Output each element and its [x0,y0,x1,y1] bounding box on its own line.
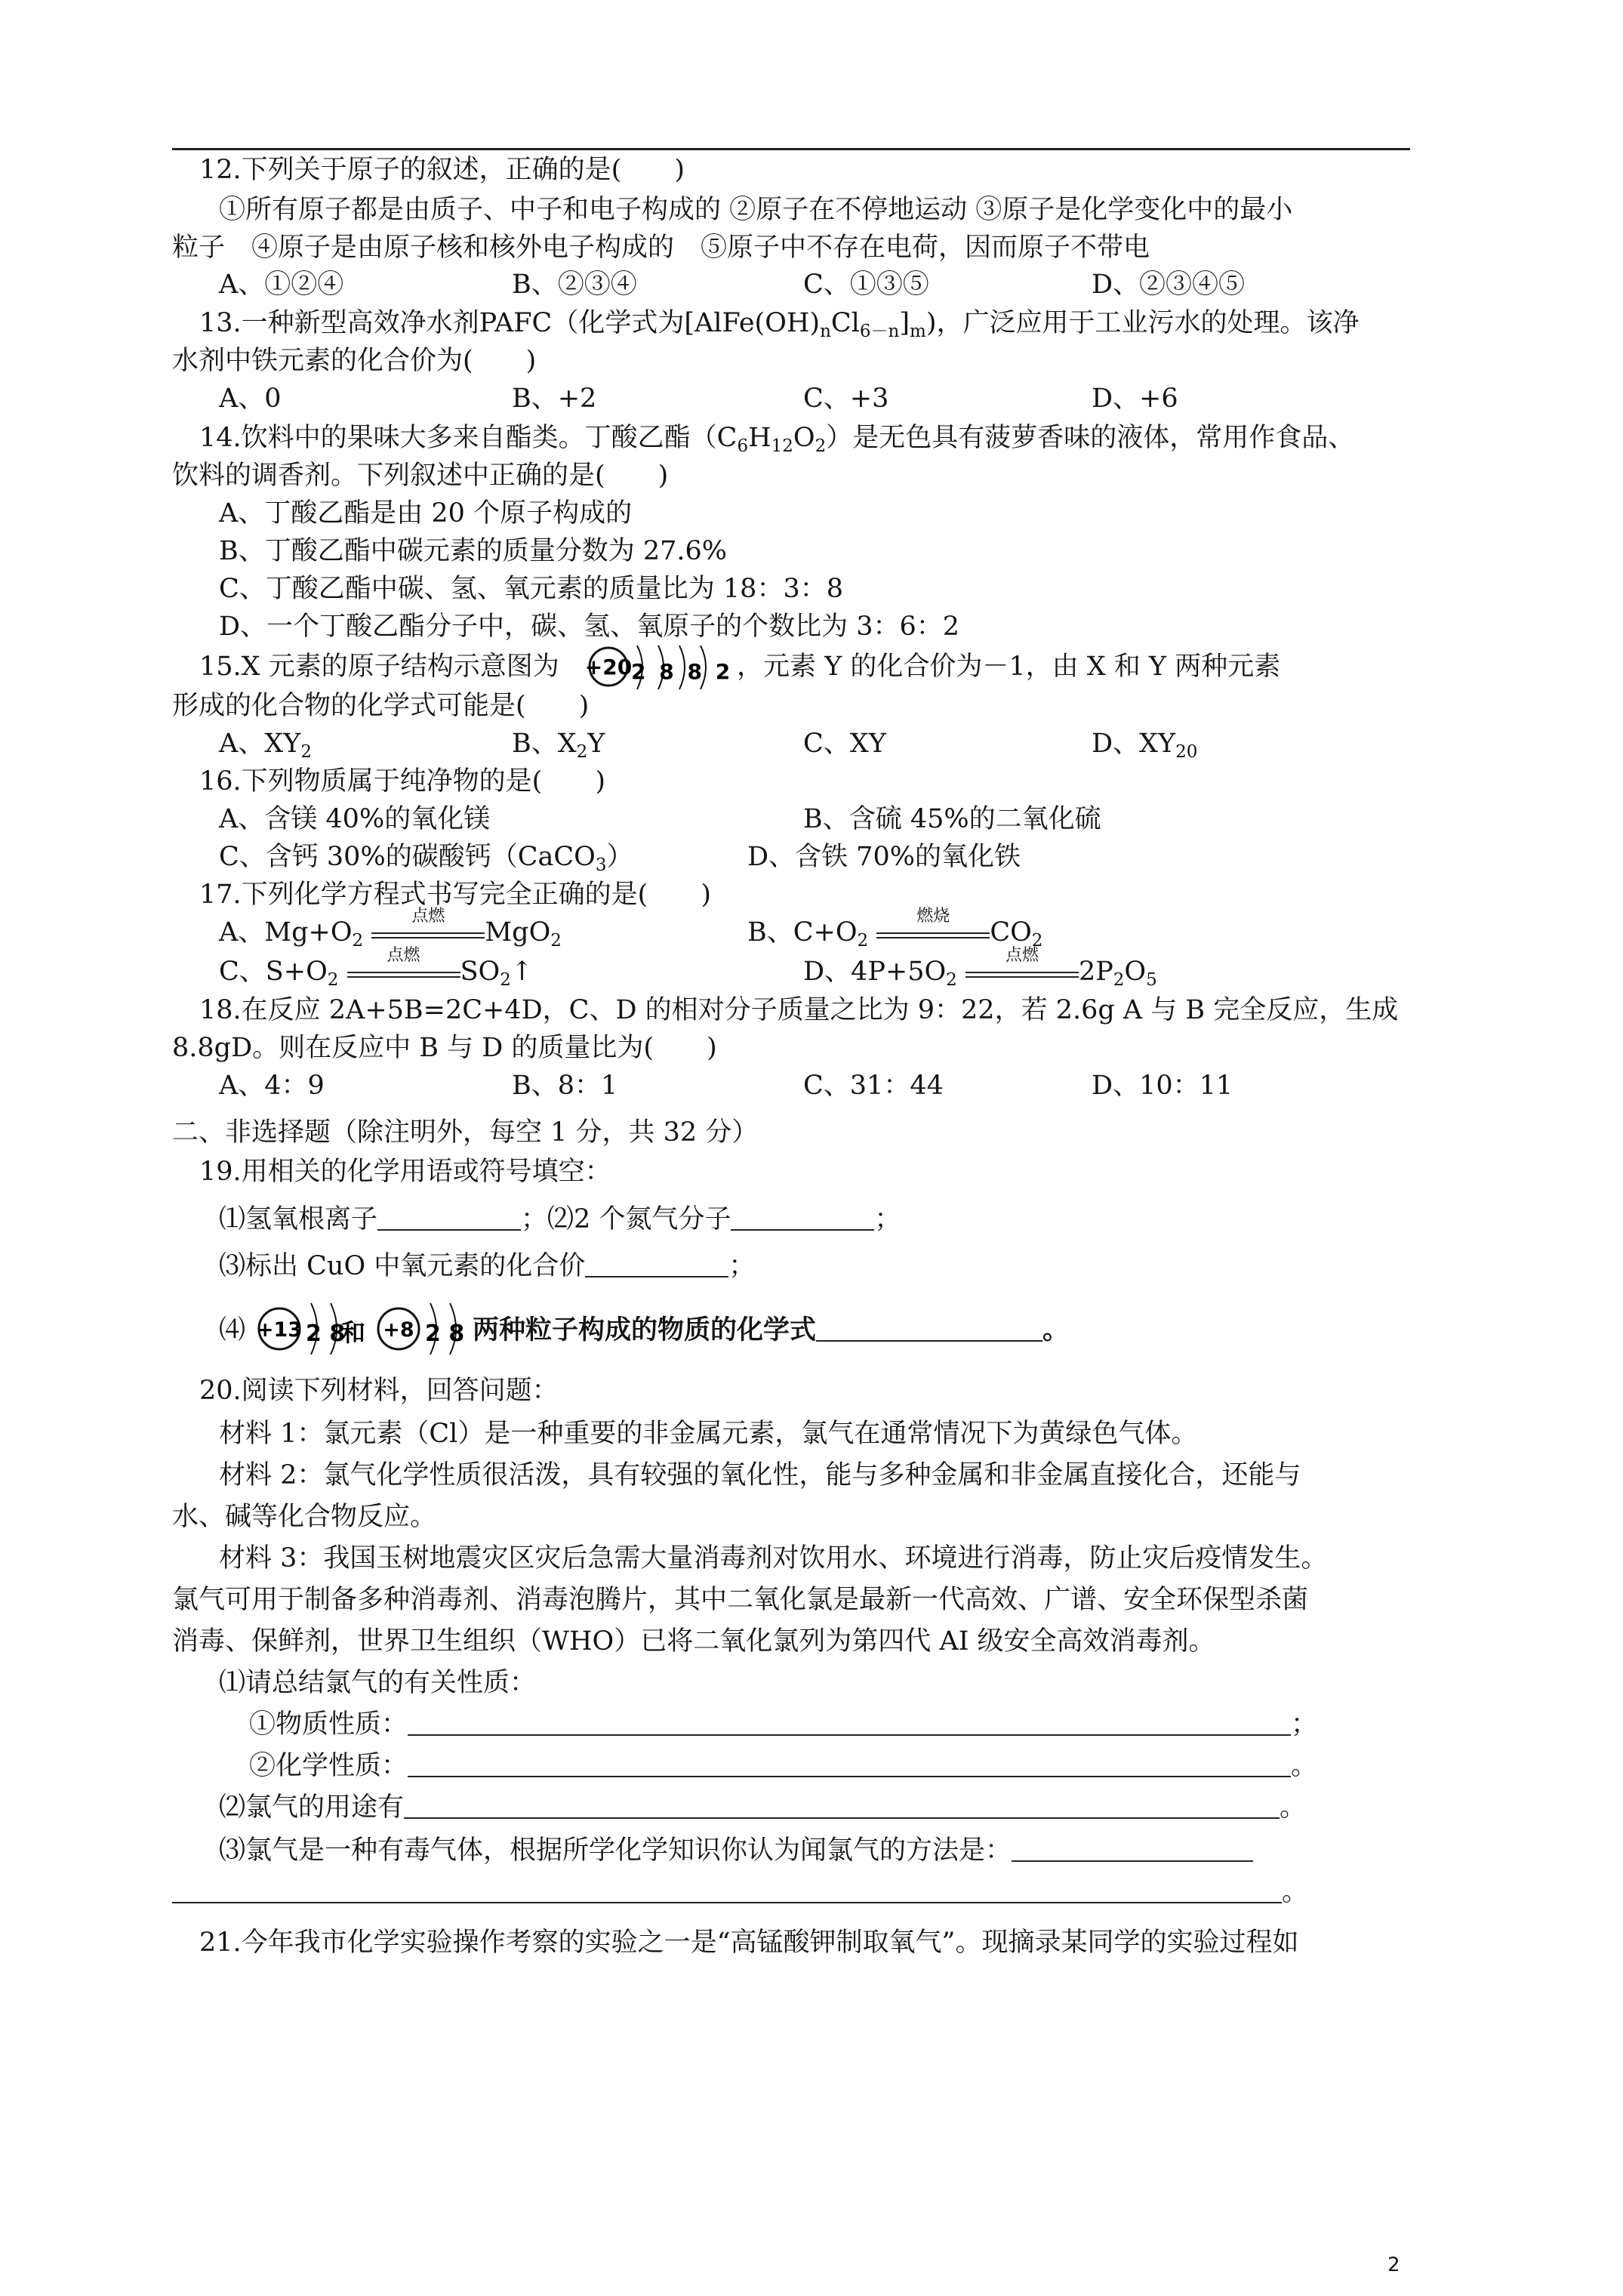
reaction-condition-c: 点燃 [347,953,460,991]
q16-option-a: A、含镁 40%的氧化镁 [219,804,491,834]
q18-option-c: C、31：44 [803,1071,944,1101]
q21-stem: 21.今年我市化学实验操作考察的实验之一是“高锰酸钾制取氧气”。现摘录某同学的实验过程如 [199,1928,1299,1958]
q18-stem-line2: 8.8gD。则在反应中 B 与 D 的质量比为( ) [172,1033,717,1063]
q15-stem: 15.X 元素的原子结构示意图为 [199,652,559,682]
q12-option-d: D、②③④⑤ [1092,270,1246,300]
reaction-condition-b: 燃烧 [876,914,990,951]
q20-material-2-line2: 水、碱等化合物反应。 [172,1502,437,1532]
q19-part4-label: ⑷ [219,1315,246,1345]
q12-option-a: A、①②④ [219,270,344,300]
q20-material-2-line1: 材料 2：氯气化学性质很活泼，具有较强的氧化性，能与多种金属和非金属直接化合，还能与 [219,1460,1301,1490]
q19-part1-2: ⑴氢氧根离子 ；⑵2 个氮气分子 ； [219,1204,901,1234]
q15-option-c: C、XY [803,729,886,759]
al-electron-counts: 2 8 [306,1321,346,1347]
q13-option-c: C、+3 [803,384,889,414]
q14-stem-line2: 饮料的调香剂。下列叙述中正确的是( ) [172,461,669,491]
q20-stem: 20.阅读下列材料，回答问题： [199,1376,559,1406]
q20-material-1: 材料 1：氯元素（Cl）是一种重要的非金属元素，氯气在通常情况下为黄绿色气体。 [219,1419,1198,1449]
q17-option-a: A、$Mg+O_2$ 点燃 MgO$_2$ [219,907,562,951]
q13-option-b: B、+2 [512,384,597,414]
q18-option-d: D、10：11 [1092,1071,1233,1101]
q13-stem: 13.一种新型高效净水剂PAFC（化学式为$[AlFe(OH)_nCl_{6-n}]_m$)，广泛应用于工业污水的处理。该净 [199,308,1360,341]
q19-blank-1[interactable] [377,1203,521,1231]
q14-option-d: D、一个丁酸乙酯分子中，碳、氢、氧原子的个数比为 3：6：2 [219,612,959,642]
q14-option-c: C、丁酸乙酯中碳、氢、氧元素的质量比为 18：3：8 [219,574,843,604]
q12-statements-line1: ①所有原子都是由质子、中子和电子构成的 ②原子在不停地运动 ③原子是化学变化中的最小 [219,195,1293,225]
q17-option-c: C、$S+O_2$ 点燃 $SO_2↑$ [219,946,534,990]
q19-blank-2[interactable] [731,1203,874,1231]
q20-material-3-line1: 材料 3：我国玉树地震灾区灾后急需大量消毒剂对饮用水、环境进行消毒，防止灾后疫情发生。 [219,1543,1328,1573]
q12-statements-line2: 粒子 ④原子是由原子核和核外电子构成的 ⑤原子中不存在电荷，因而原子不带电 [172,233,1150,263]
electron-counts: 2 8 8 2 [631,659,734,684]
q14-option-b: B、丁酸乙酯中碳元素的质量分数为 27.6% [219,536,728,566]
q12-option-c: C、①③⑤ [803,270,929,300]
q20-blank-physical[interactable] [408,1709,1291,1736]
q15-option-b: B、$X_2Y$ [512,729,605,762]
q19-blank-3[interactable] [585,1250,728,1277]
q20-sub1b: ②化学性质： 。 [249,1751,1318,1781]
q19-part4: 两种粒子构成的物质的化学式 。 [473,1314,1070,1345]
and-text: 和 [341,1318,366,1347]
q15-stem-cont: ，元素 Y 的化合价为－1，由 X 和 Y 两种元素 [737,652,1281,682]
q19-stem: 19.用相关的化学用语或符号填空： [199,1157,611,1187]
nucleus-charge: +20 [584,655,633,680]
q15-option-d: D、$XY_{20}$ [1092,729,1198,762]
q20-blank-smell-method-cont[interactable] [172,1876,1282,1903]
x-atom-structure-diagram [583,638,734,698]
reaction-condition-a: 点燃 [371,914,485,951]
section-heading: 二、非选择题（除注明外，每空 1 分，共 32 分） [172,1117,759,1148]
q20-blank-smell-method[interactable] [1012,1835,1253,1862]
q17-option-d: D、$4P+5O_2$ 点燃 $2P_2O_5$ [803,946,1157,990]
q15-stem-line2: 形成的化合物的化学式可能是( ) [172,691,590,721]
q17-option-b: B、$C+O_2$ 燃烧 $CO_2$ [747,907,1043,951]
q20-material-3-line3: 消毒、保鲜剂，世界卫生组织（WHO）已将二氧化氯列为第四代 AI 级安全高效消毒剂。 [172,1626,1215,1657]
q20-sub3: ⑶氯气是一种有毒气体，根据所学化学知识你认为闻氯气的方法是： [219,1832,1253,1869]
page-number: 2 [1387,2254,1400,2276]
q15-option-a: A、$XY_2$ [219,729,312,762]
q20-sub2: ⑵氯气的用途有 。 [219,1792,1307,1823]
q12-stem: 12.下列关于原子的叙述，正确的是( ) [199,155,685,185]
header-rule [172,148,1410,150]
o-nucleus-charge: +8 [383,1318,414,1342]
q20-sub3-cont: 。 [172,1873,1308,1911]
q18-stem-line1: 18.在反应 2A+5B=2C+4D，C、D 的相对分子质量之比为 9：22，若 2.6g A 与 B 完全反应，生成 [199,995,1399,1025]
q19-part3: ⑶标出 CuO 中氧元素的化合价 ； [219,1251,756,1281]
q12-option-b: B、②③④ [512,270,637,300]
q20-blank-uses[interactable] [404,1792,1280,1819]
q17-stem: 17.下列化学方程式书写完全正确的是( ) [199,880,711,910]
q16-stem: 16.下列物质属于纯净物的是( ) [199,766,605,797]
q13-stem-line2: 水剂中铁元素的化合价为( ) [172,346,537,376]
q13-option-d: D、+6 [1092,384,1178,414]
al-nucleus-charge: +13 [256,1318,303,1342]
reaction-condition-d: 点燃 [965,953,1079,991]
q18-option-a: A、4：9 [219,1071,325,1101]
q14-option-a: A、丁酸乙酯是由 20 个原子构成的 [219,498,633,529]
q20-sub1a: ①物质性质： ； [249,1709,1318,1740]
q20-sub1: ⑴请总结氯气的有关性质： [219,1668,537,1698]
q13-option-a: A、0 [219,384,282,414]
o-electron-counts: 2 8 [425,1321,465,1347]
q19-blank-4[interactable] [816,1314,1042,1342]
q20-blank-chemical[interactable] [408,1750,1291,1777]
q18-option-b: B、8：1 [512,1071,618,1101]
q16-option-b: B、含硫 45%的二氧化硫 [803,804,1101,834]
q20-material-3-line2: 氯气可用于制备多种消毒剂、消毒泡腾片，其中二氧化氯是最新一代高效、广谱、安全环保型杀菌 [172,1585,1309,1615]
particle-structure-diagrams [254,1293,473,1361]
q16-option-c: C、含钙 30%的碳酸钙（CaCO$_3$） [219,842,633,875]
q14-stem: 14.饮料中的果味大多来自酯类。丁酸乙酯$(C_6H_{12}O_2)$是无色具有菠萝香味的液体，常用作食品、 [199,423,1355,456]
q16-option-d: D、含铁 70%的氧化铁 [747,842,1021,872]
